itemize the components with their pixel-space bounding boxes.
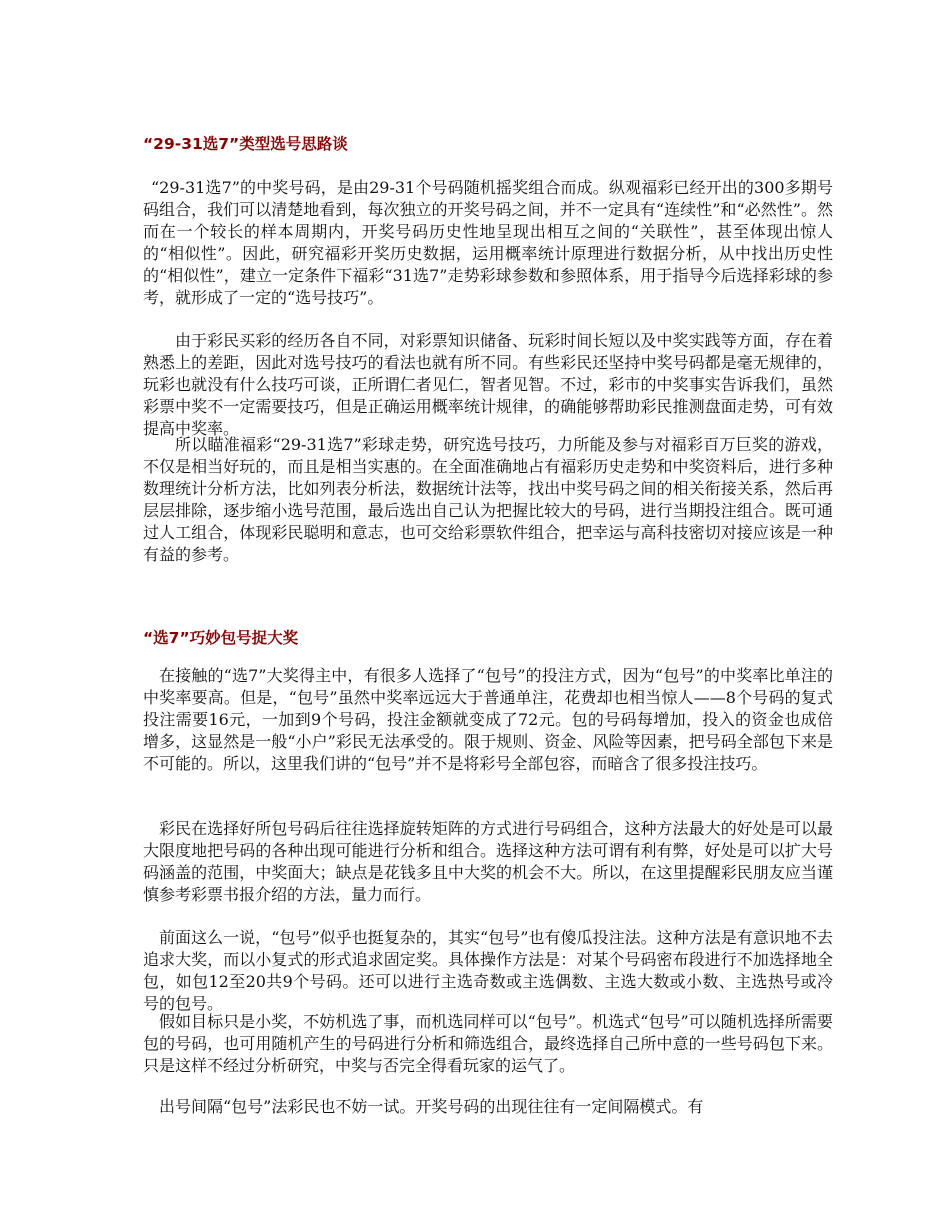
section-2-paragraph-3: 前面这么一说，“包号”似乎也挺复杂的，其实“包号”也有傻瓜投注法。这种方法是有意识地不去追求大奖，而以小复式的形式追求固定奖。具体操作方法是：对某个号码密布段进行不加选择地全包，如包12至20共9个号码。还可以进行主选奇数或主选偶数、主选大数或小数、主选热号或冷号的包号。 <box>143 928 833 1013</box>
section-1-title: “29-31选7”类型选号思路谈 <box>143 135 348 153</box>
section-1-paragraph-1: “29-31选7”的中奖号码，是由29-31个号码随机摇奖组合而成。纵观福彩已经开出的300多期号码组合，我们可以清楚地看到，每次独立的开奖号码之间，并不一定具有“连续性”和“必然性”。然而在一个较长的样本周期内，开奖号码历史性地呈现出相互之间的“关联性”，甚至体现出惊人的“相似性”。因此，研究福彩开奖历史数据，运用概率统计原理进行数据分析，从中找出历史性的“相似性”，建立一定条件下福彩“31选7”走势彩球参数和参照体系，用于指导今后选择彩球的参考，就形成了一定的“选号技巧”。 <box>143 178 833 307</box>
section-2-paragraph-4: 假如目标只是小奖，不妨机选了事，而机选同样可以“包号”。机选式“包号”可以随机选择所需要包的号码，也可用随机产生的号码进行分析和筛选组合，最终选择自己所中意的一些号码包下来。只是这样不经过分析研究，中奖与否完全得看玩家的运气了。 <box>143 1012 833 1075</box>
section-2-title: “选7”巧妙包号捉大奖 <box>143 629 299 647</box>
section-2-paragraph-2: 彩民在选择好所包号码后往往选择旋转矩阵的方式进行号码组合，这种方法最大的好处是可以最大限度地把号码的各种出现可能进行分析和组合。选择这种方法可谓有利有弊，好处是可以扩大号码涵盖的范围，中奖面大；缺点是花钱多且中大奖的机会不大。所以，在这里提醒彩民朋友应当谨慎参考彩票书报介绍的方法，量力而行。 <box>143 819 833 904</box>
section-1-paragraph-2: 由于彩民买彩的经历各自不同，对彩票知识储备、玩彩时间长短以及中奖实践等方面，存在着熟悉上的差距，因此对选号技巧的看法也就有所不同。有些彩民还坚持中奖号码都是毫无规律的，玩彩也就没有什么技巧可谈，正所谓仁者见仁，智者见智。不过，彩市的中奖事实告诉我们，虽然彩票中奖不一定需要技巧，但是正确运用概率统计规律，的确能够帮助彩民推测盘面走势，可有效提高中奖率。 <box>143 331 833 438</box>
section-1-paragraph-3: 所以瞄准福彩“29-31选7”彩球走势，研究选号技巧，力所能及参与对福彩百万巨奖的游戏，不仅是相当好玩的，而且是相当实惠的。在全面准确地占有福彩历史走势和中奖资料后，进行多种数理统计分析方法，比如列表分析法，数据统计法等，找出中奖号码之间的相关衔接关系，然后再层层排除，逐步缩小选号范围，最后选出自己认为把握比较大的号码，进行当期投注组合。既可通过人工组合，体现彩民聪明和意志，也可交给彩票软件组合，把幸运与高科技密切对接应该是一种有益的参考。 <box>143 435 833 564</box>
section-2-paragraph-5: 出号间隔“包号”法彩民也不妨一试。开奖号码的出现往往有一定间隔模式。有 <box>159 1097 704 1116</box>
section-2-paragraph-1: 在接触的“选7”大奖得主中，有很多人选择了“包号”的投注方式，因为“包号”的中奖率比单注的中奖率要高。但是，“包号”虽然中奖率远远大于普通单注，花费却也相当惊人——8个号码的复式投注需要16元，一加到9个号码，投注金额就变成了72元。包的号码每增加，投入的资金也成倍增多，这显然是一般“小户”彩民无法承受的。限于规则、资金、风险等因素，把号码全部包下来是不可能的。所以，这里我们讲的“包号”并不是将彩号全部包容，而暗含了很多投注技巧。 <box>143 666 833 773</box>
